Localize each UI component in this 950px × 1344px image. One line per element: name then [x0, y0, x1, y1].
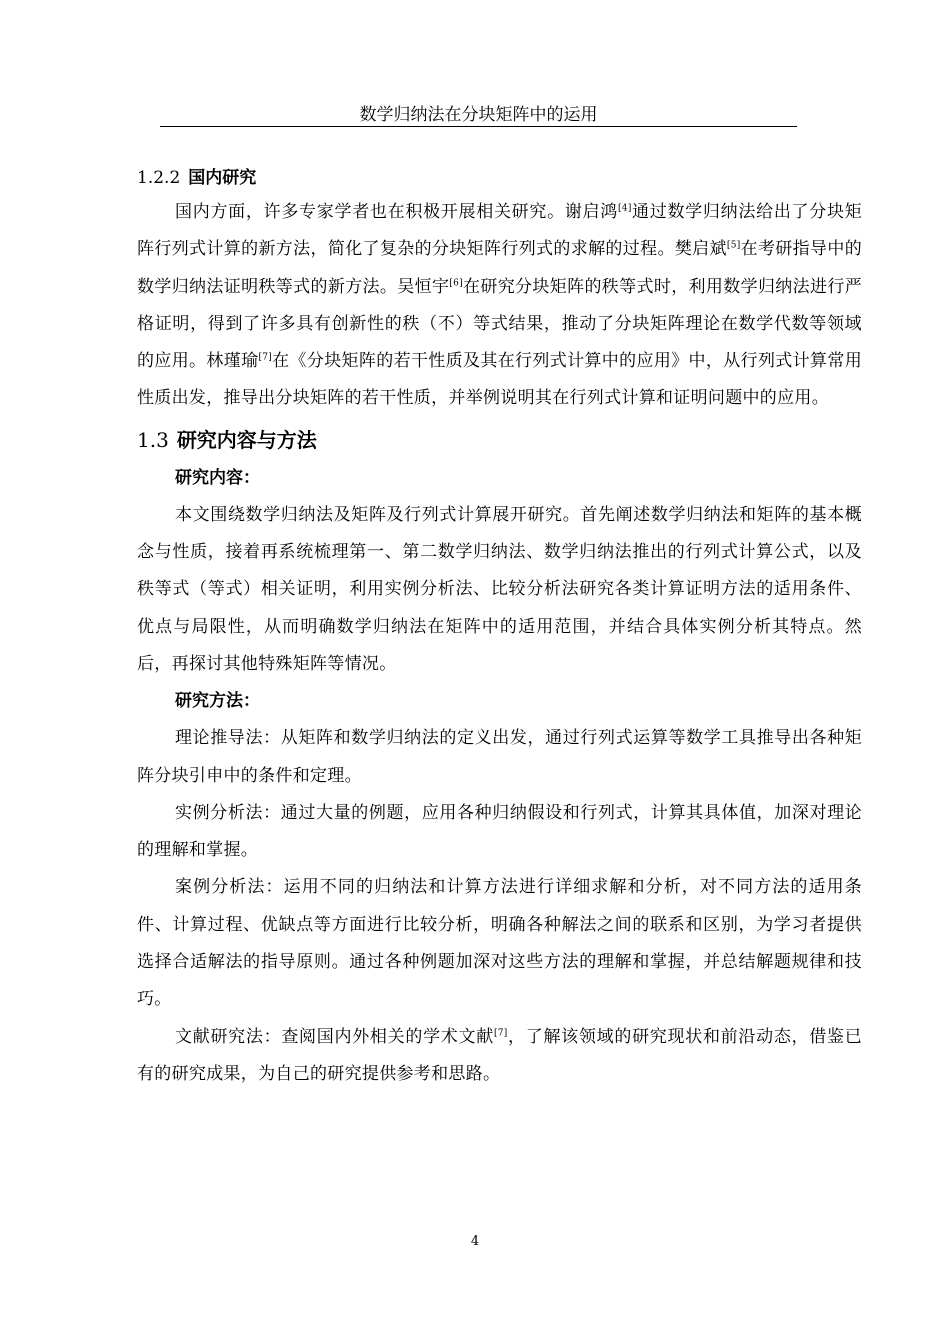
section-1-3-heading: [137, 422, 862, 458]
text-run: 通过数学归纳法给出了分块矩阵行列式计算的新方法，简化了复杂的分块矩阵行列式的求解的过程。樊启斌: [137, 202, 862, 260]
section-title: 研究内容与方法: [176, 427, 317, 452]
research-content-paragraph: 本文围绕数学归纳法及矩阵及行列式计算展开研究。首先阐述数学归纳法和矩阵的基本概念与性质，接着再系统梳理第一、第二数学归纳法、数学归纳法推出的行列式计算公式，以及秩等式（等式）相关证明，利用实例分析法、比较分析法研究各类计算证明方法的适用条件、优点与局限性，从而明确数学归纳法在矩阵中的适用范围，并结合具体实例分析其特点。然后，再探讨其他特殊矩阵等情况。: [137, 504, 862, 674]
page-content: [137, 162, 862, 1093]
research-methods-heading: 研究方法：: [175, 691, 260, 712]
text-run: ，了解该领域的研究现状和前沿动态，借鉴已有的研究成果，为自己的研究提供参考和思路。: [137, 1026, 862, 1084]
text-run: 在研究分块矩阵的秩等式时，利用数学归纳法进行严格证明，得到了许多具有创新性的秩（不）等式结果，推动了分块矩阵理论在数学代数等领域的应用。林瑾瑜: [137, 276, 862, 372]
citation: [7]: [258, 352, 273, 363]
text-run: 文献研究法：查阅国内外相关的学术文献: [175, 1026, 494, 1047]
section-1-2-2-heading: [137, 162, 862, 194]
page-number: 4: [470, 1234, 480, 1249]
section-number: 1.2.2: [137, 168, 181, 188]
section-title: 国内研究: [188, 168, 257, 188]
header-rule: [160, 126, 797, 127]
citation: [5]: [726, 240, 741, 251]
method-case-paragraph: 案例分析法：运用不同的归纳法和计算方法进行详细求解和分析，对不同方法的适用条件、计算过程、优缺点等方面进行比较分析，明确各种解法之间的联系和区别，为学习者提供选择合适解法的指导原则。通过各种例题加深对这些方法的理解和掌握，并总结解题规律和技巧。: [137, 877, 862, 1010]
citation: [6]: [449, 277, 463, 288]
method-example-paragraph: 实例分析法：通过大量的例题，应用各种归纳假设和行列式，计算其具体值，加深对理论的理解和掌握。: [137, 802, 862, 861]
research-content-heading: 研究内容：: [175, 467, 260, 488]
domestic-research-paragraph: [137, 194, 862, 418]
citation: [7]: [493, 1027, 508, 1038]
citation: [4]: [617, 203, 632, 214]
text-run: 在《分块矩阵的若干性质及其在行列式计算中的应用》中，从行列式计算常用性质出发，推导出分块矩阵的若干性质，并举例说明其在行列式计算和证明问题中的应用。: [137, 351, 862, 409]
method-literature-paragraph: [137, 1019, 862, 1094]
method-theory-paragraph: 理论推导法：从矩阵和数学归纳法的定义出发，通过行列式运算等数学工具推导出各种矩阵分块引申中的条件和定理。: [137, 728, 862, 786]
section-number: 1.3: [137, 427, 169, 452]
page-header-title: 数学归纳法在分块矩阵中的运用: [359, 105, 598, 125]
text-run: 国内方面，许多专家学者也在积极开展相关研究。谢启鸿: [175, 202, 618, 222]
text-run: 在考研指导中的数学归纳法证明秩等式的新方法。吴恒宇: [137, 239, 862, 297]
